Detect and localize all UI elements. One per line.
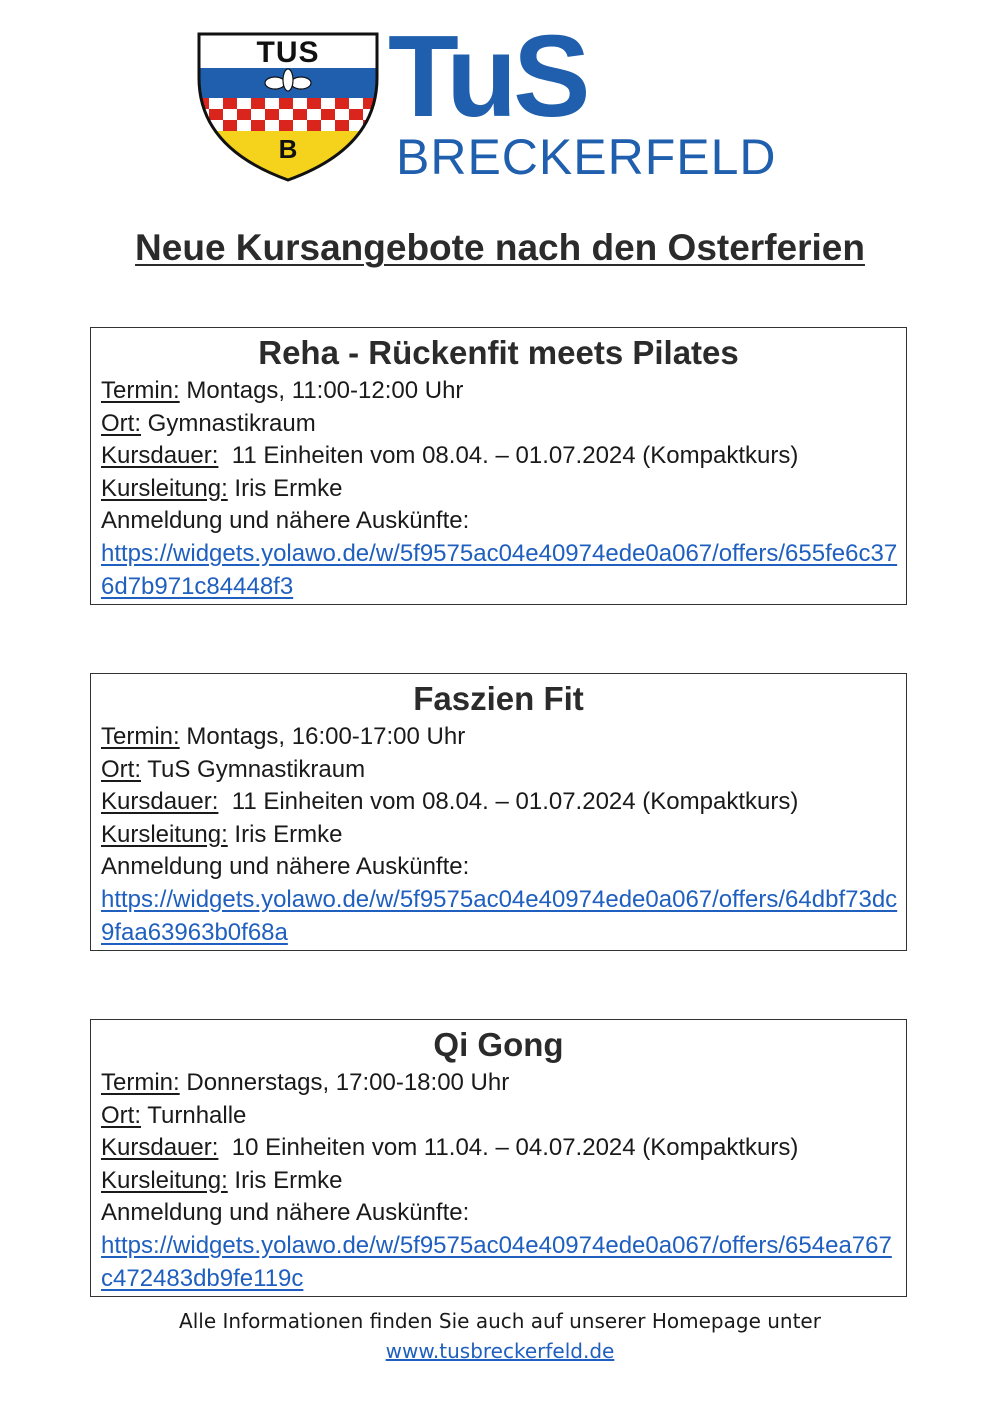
schedule-value: Donnerstags, 17:00-18:00 Uhr [186, 1069, 510, 1096]
crest-top-text: TUS [256, 36, 320, 69]
schedule-value: Montags, 16:00-17:00 Uhr [186, 723, 466, 750]
registration-label: Anmeldung und nähere Auskünfte: [101, 853, 470, 881]
registration-link[interactable]: https://widgets.yolawo.de/w/5f9575ac04e40974ede0a067/offers/654ea767c472483db9fe119c [101, 1231, 892, 1292]
page-title: Neue Kursangebote nach den Osterferien [135, 227, 865, 268]
location-value: Gymnastikraum [147, 409, 316, 437]
course-title: Reha - Rückenfit meets Pilates [258, 334, 739, 371]
course-duration [101, 786, 896, 819]
course-schedule [101, 375, 896, 408]
course-location [101, 754, 896, 787]
duration-value: 11 Einheiten vom 08.04. – 01.07.2024 (Kompaktkurs) [231, 442, 799, 470]
course-title: Qi Gong [433, 1026, 564, 1063]
course-duration [101, 1132, 896, 1165]
schedule-label: Termin: [101, 377, 180, 404]
instructor-label: Kursleitung: [101, 820, 228, 848]
instructor-value: Iris Ermke [234, 474, 343, 502]
course-schedule [101, 721, 896, 754]
brand-subtitle: BRECKERFELD [396, 129, 777, 185]
course-title: Faszien Fit [413, 680, 584, 717]
course-duration [101, 440, 896, 473]
course-box [90, 327, 907, 605]
course-instructor [101, 1165, 896, 1198]
duration-value: 10 Einheiten vom 11.04. – 04.07.2024 (Kompaktkurs) [231, 1134, 799, 1162]
location-label: Ort: [101, 1101, 141, 1129]
course-location [101, 1100, 896, 1133]
footer-text: Alle Informationen finden Sie auch auf unserer Homepage unter [179, 1309, 821, 1333]
course-instructor [101, 819, 896, 852]
location-label: Ort: [101, 409, 141, 437]
course-box [90, 1019, 907, 1297]
club-crest-logo [195, 30, 381, 184]
schedule-label: Termin: [101, 723, 180, 750]
course-location [101, 408, 896, 441]
brand-name: TuS [388, 11, 587, 141]
registration-label: Anmeldung und nähere Auskünfte: [101, 507, 470, 535]
registration-label: Anmeldung und nähere Auskünfte: [101, 1199, 470, 1227]
course-instructor [101, 473, 896, 506]
location-label: Ort: [101, 755, 141, 783]
schedule-value: Montags, 11:00-12:00 Uhr [186, 377, 464, 404]
header [0, 0, 1000, 200]
location-value: TuS Gymnastikraum [147, 755, 366, 783]
crest-bottom-text: B [278, 134, 298, 164]
homepage-link[interactable]: www.tusbreckerfeld.de [385, 1339, 615, 1363]
location-value: Turnhalle [147, 1101, 247, 1129]
instructor-label: Kursleitung: [101, 474, 228, 502]
registration-link[interactable]: https://widgets.yolawo.de/w/5f9575ac04e40974ede0a067/offers/655fe6c376d7b971c84448f3 [101, 539, 898, 600]
duration-label: Kursdauer: [101, 442, 219, 470]
course-schedule [101, 1067, 896, 1100]
instructor-label: Kursleitung: [101, 1166, 228, 1194]
instructor-value: Iris Ermke [234, 820, 343, 848]
schedule-label: Termin: [101, 1069, 180, 1096]
registration-link[interactable]: https://widgets.yolawo.de/w/5f9575ac04e40974ede0a067/offers/64dbf73dc9faa63963b0f68a [101, 885, 898, 946]
instructor-value: Iris Ermke [234, 1166, 343, 1194]
duration-value: 11 Einheiten vom 08.04. – 01.07.2024 (Kompaktkurs) [231, 788, 799, 816]
duration-label: Kursdauer: [101, 788, 219, 816]
duration-label: Kursdauer: [101, 1134, 219, 1162]
course-box [90, 673, 907, 951]
